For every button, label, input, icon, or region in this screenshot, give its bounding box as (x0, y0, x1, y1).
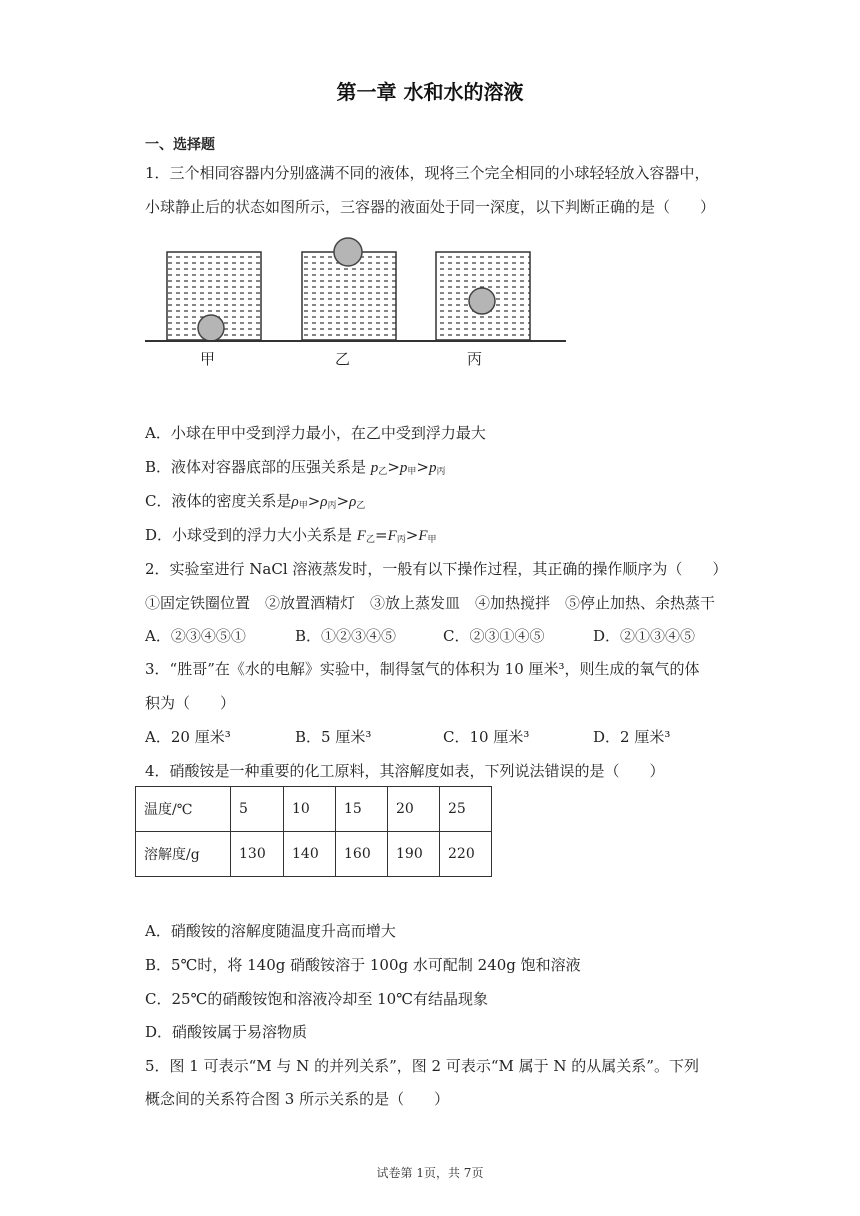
table-cell: 10 (284, 787, 336, 832)
q2-option-a: A．②③④⑤① (145, 627, 246, 645)
q1-stem-line1: 1．三个相同容器内分别盛满不同的液体，现将三个完全相同的小球轻轻放入容器中， (145, 164, 710, 182)
ball-yi (334, 238, 362, 266)
q3-stem-line1: 3．“胜哥”在《水的电解》实验中，制得氢气的体积为 10 厘米³，则生成的氧气的体 (145, 660, 700, 678)
ball-bing (469, 288, 495, 314)
q3-option-c: C．10 厘米³ (443, 728, 530, 746)
q3-option-b: B．5 厘米³ (295, 728, 372, 746)
label-yi: 乙 (335, 350, 351, 368)
q1-option-d: D．小球受到的浮力大小关系是 $F_乙=F_丙>F_甲$ (145, 526, 437, 545)
table-header-cell: 温度/℃ (136, 787, 231, 832)
label-bing: 丙 (467, 350, 483, 368)
q2-stem: 2．实验室进行 NaCl 溶液蒸发时，一般有以下操作过程，其正确的操作顺序为（ ） (145, 560, 728, 578)
q4-option-d: D．硝酸铵属于易溶物质 (145, 1023, 308, 1041)
q4-option-c: C．25℃的硝酸铵饱和溶液冷却至 10℃有结晶现象 (145, 990, 488, 1008)
q1-stem-line2: 小球静止后的状态如图所示，三容器的液面处于同一深度，以下判断正确的是（ ） (145, 198, 716, 216)
q2-steps: ①固定铁圈位置 ②放置酒精灯 ③放上蒸发皿 ④加热搅拌 ⑤停止加热、余热蒸干 (145, 594, 716, 612)
table-row (136, 787, 492, 832)
section-heading: 一、选择题 (145, 137, 215, 153)
label-jia: 甲 (200, 350, 216, 368)
table-cell: 20 (388, 787, 440, 832)
table-row (136, 832, 492, 877)
container-bing (436, 252, 530, 340)
q4-option-b: B．5℃时，将 140g 硝酸铵溶于 100g 水可配制 240g 饱和溶液 (145, 956, 581, 974)
table-cell: 15 (336, 787, 388, 832)
q3-option-a: A．20 厘米³ (145, 728, 231, 746)
q5-stem-line2: 概念间的关系符合图 3 所示关系的是（ ） (145, 1090, 450, 1108)
q1-option-a: A．小球在甲中受到浮力最小，在乙中受到浮力最大 (145, 424, 486, 442)
q2-option-d: D．②①③④⑤ (593, 627, 696, 645)
table-cell: 220 (440, 832, 492, 877)
table-cell: 130 (231, 832, 284, 877)
q2-option-c: C．②③①④⑤ (443, 627, 545, 645)
page-title: 第一章 水和水的溶液 (336, 80, 524, 104)
container-yi (302, 238, 396, 340)
table-cell: 190 (388, 832, 440, 877)
page-footer: 试卷第 1页，共 7页 (376, 1166, 484, 1180)
q2-option-b: B．①②③④⑤ (295, 627, 397, 645)
q1-option-c: C．液体的密度关系是$\rho_甲>\rho_丙>\rho_乙$ (145, 492, 366, 511)
table-cell: 5 (231, 787, 284, 832)
q3-stem-line2: 积为（ ） (145, 694, 236, 712)
container-jia (167, 252, 261, 341)
table-cell: 140 (284, 832, 336, 877)
q5-stem-line1: 5．图 1 可表示“M 与 N 的并列关系”，图 2 可表示“M 属于 N 的从属关系”。下列 (145, 1057, 699, 1075)
table-cell: 25 (440, 787, 492, 832)
q1-option-b: B．液体对容器底部的压强关系是 $p_乙>p_甲>p_丙$ (145, 458, 446, 477)
table-cell: 160 (336, 832, 388, 877)
ball-jia (198, 315, 224, 341)
q3-option-d: D．2 厘米³ (593, 728, 671, 746)
q4-option-a: A．硝酸铵的溶解度随温度升高而增大 (145, 922, 396, 940)
solubility-table (135, 786, 492, 877)
q4-stem: 4．硝酸铵是一种重要的化工原料，其溶解度如表，下列说法错误的是（ ） (145, 762, 665, 780)
table-header-cell: 溶解度/g (136, 832, 231, 877)
